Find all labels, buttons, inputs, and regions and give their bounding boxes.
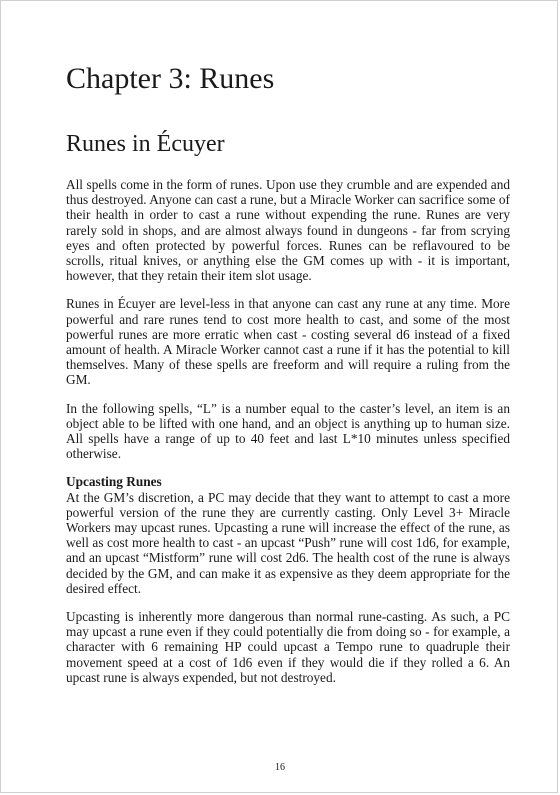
section-title: Runes in Écuyer (66, 131, 225, 157)
paragraph-runes-intro: All spells come in the form of runes. Upon use they crumble and are expended and thus destroyed. Anyone can cast a rune, but a Miracle Worker can sacrifice some of their health in order to cast a rune without expending the rune. Runes are very rarely sold in shops, and are almost always found in dungeons - far from scrying eyes and often protected by powerful forces. Runes can be reflavoured to be scrolls, ritual knives, or anything else the GM comes up with - it is important, however, that they retain their item slot usage. (66, 177, 510, 284)
paragraph-upcasting-danger: Upcasting is inherently more dangerous than normal rune-casting. As such, a PC may upcast a rune even if they could potentially die from doing so - for example, a character with 6 remaining HP could upcast a Tempo rune to quadruple their movement speed at a cost of 1d6 even if they would die if they rolled a 6. An upcast rune is always expended, but not destroyed. (66, 609, 510, 685)
body-text (66, 177, 510, 685)
paragraph-upcasting-rules: At the GM’s discretion, a PC may decide that they want to attempt to cast a more powerful version of the rune they are currently casting. Only Level 3+ Miracle Workers may upcast runes. Upcasting a rune will increase the effect of the rune, as well as cost more health to cast - an upcast “Push” rune will cost 1d6, for example, and an upcast “Mistform” rune will cost 2d6. The health cost of the rune is always decided by the GM, and can make it as expensive as they deem appropriate for the desired effect. (66, 489, 510, 596)
page-number: 16 (275, 762, 285, 773)
chapter-title: Chapter 3: Runes (66, 62, 275, 95)
paragraph-level-less: Runes in Écuyer are level-less in that anyone can cast any rune at any time. More powerful and rare runes tend to cost more health to cast, and some of the most powerful runes are more erratic when cast - costing several d6 instead of a fixed amount of health. A Miracle Worker cannot cast a rune if it has the potential to kill themselves. Many of these spells are freeform and will require a ruling from the GM. (66, 296, 510, 388)
upcasting-heading: Upcasting Runes (66, 474, 162, 490)
paragraph-spell-definitions: In the following spells, “L” is a number equal to the caster’s level, an item is an object able to be lifted with one hand, and an object is anything up to human size. All spells have a range of up to 40 feet and last L*10 minutes unless specified otherwise. (66, 400, 510, 462)
